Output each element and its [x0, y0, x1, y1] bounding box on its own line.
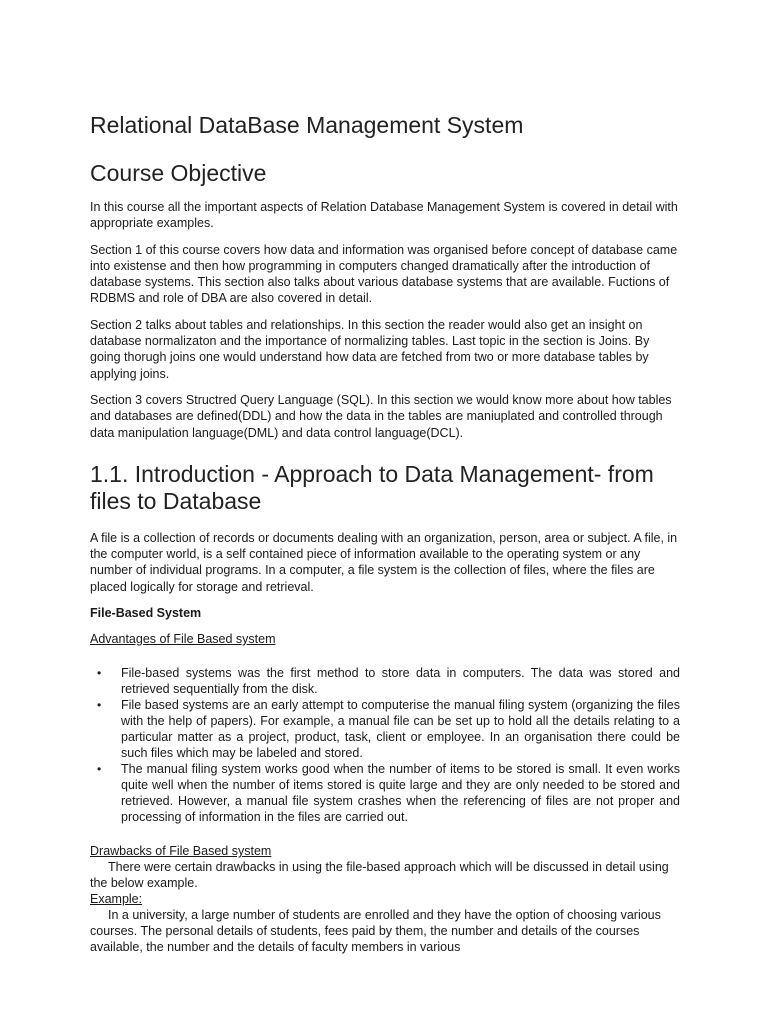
list-item: [90, 697, 680, 761]
bullet-icon: •: [97, 762, 102, 777]
list-item-text: File-based systems was the first method to store data in computers. The data was stored and retrieved sequentially from the disk.: [121, 666, 680, 697]
objective-paragraph-1: In this course all the important aspects of Relation Database Management System is covered in detail with appropriate examples.: [90, 200, 678, 231]
example-paragraph: In a university, a large number of students are enrolled and they have the option of choosing various courses. The personal details of students, fees paid by them, the number and details of the courses available, the number and the details of faculty members in various: [90, 908, 661, 955]
file-based-system-label: File-Based System: [90, 606, 202, 621]
document-title: Relational DataBase Management System: [90, 112, 524, 138]
bullet-icon: •: [97, 666, 102, 681]
list-item-text: File based systems are an early attempt to computerise the manual filing system (organizing the files with the help of papers). For example, a manual file can be set up to hold all the details relating to a particular matter as a project, product, task, client or employee. In an organisation there could be such files which may be labeled and stored.: [121, 698, 680, 761]
course-objective-heading: Course Objective: [90, 160, 267, 186]
intro-heading: 1.1. Introduction - Approach to Data Management- from files to Database: [90, 460, 654, 514]
document-content: [90, 111, 680, 955]
bullet-icon: •: [97, 698, 102, 713]
drawbacks-label: Drawbacks of File Based system: [90, 844, 272, 859]
list-item-text: The manual filing system works good when the number of items to be stored is small. It even works quite well when the number of items stored is quite large and they are only needed to be stored and retrieved. However, a manual file system crashes when the referencing of files are not proper and processing of information in the files are carried out.: [121, 762, 680, 825]
example-label: Example:: [90, 892, 143, 907]
intro-paragraph: A file is a collection of records or documents dealing with an organization, person, area or subject. A file, in the computer world, is a self contained piece of information available to the operating system or any number of individual programs. In a computer, a file system is the collection of files, where the files are placed logically for storage and retrieval.: [90, 530, 678, 594]
objective-paragraph-3: Section 2 talks about tables and relationships. In this section the reader would also get an insight on database normalizaton and the importance of normalizing tables. Last topic in the section is Joins. By going thorugh joins one would understand how data are fetched from two or more database tables by applying joins.: [90, 317, 650, 381]
list-item: [90, 761, 680, 825]
drawbacks-paragraph: There were certain drawbacks in using the file-based approach which will be discussed in detail using the below example.: [90, 860, 669, 891]
list-item: [90, 665, 680, 697]
advantages-list: [90, 665, 680, 825]
objective-paragraph-2: Section 1 of this course covers how data and information was organised before concept of database came into existense and then how programming in computers changed dramatically after the introduction of database systems. This section also talks about various database systems that are available. Fuctions of RDBMS and role of DBA are also covered in detail.: [90, 242, 678, 306]
objective-paragraph-4: Section 3 covers Structred Query Language (SQL). In this section we would know more about how tables and databases are defined(DDL) and how the data in the tables are maniuplated and controlled through data manipulation language(DML) and data control language(DCL).: [90, 392, 672, 440]
advantages-label: Advantages of File Based system: [90, 632, 276, 647]
